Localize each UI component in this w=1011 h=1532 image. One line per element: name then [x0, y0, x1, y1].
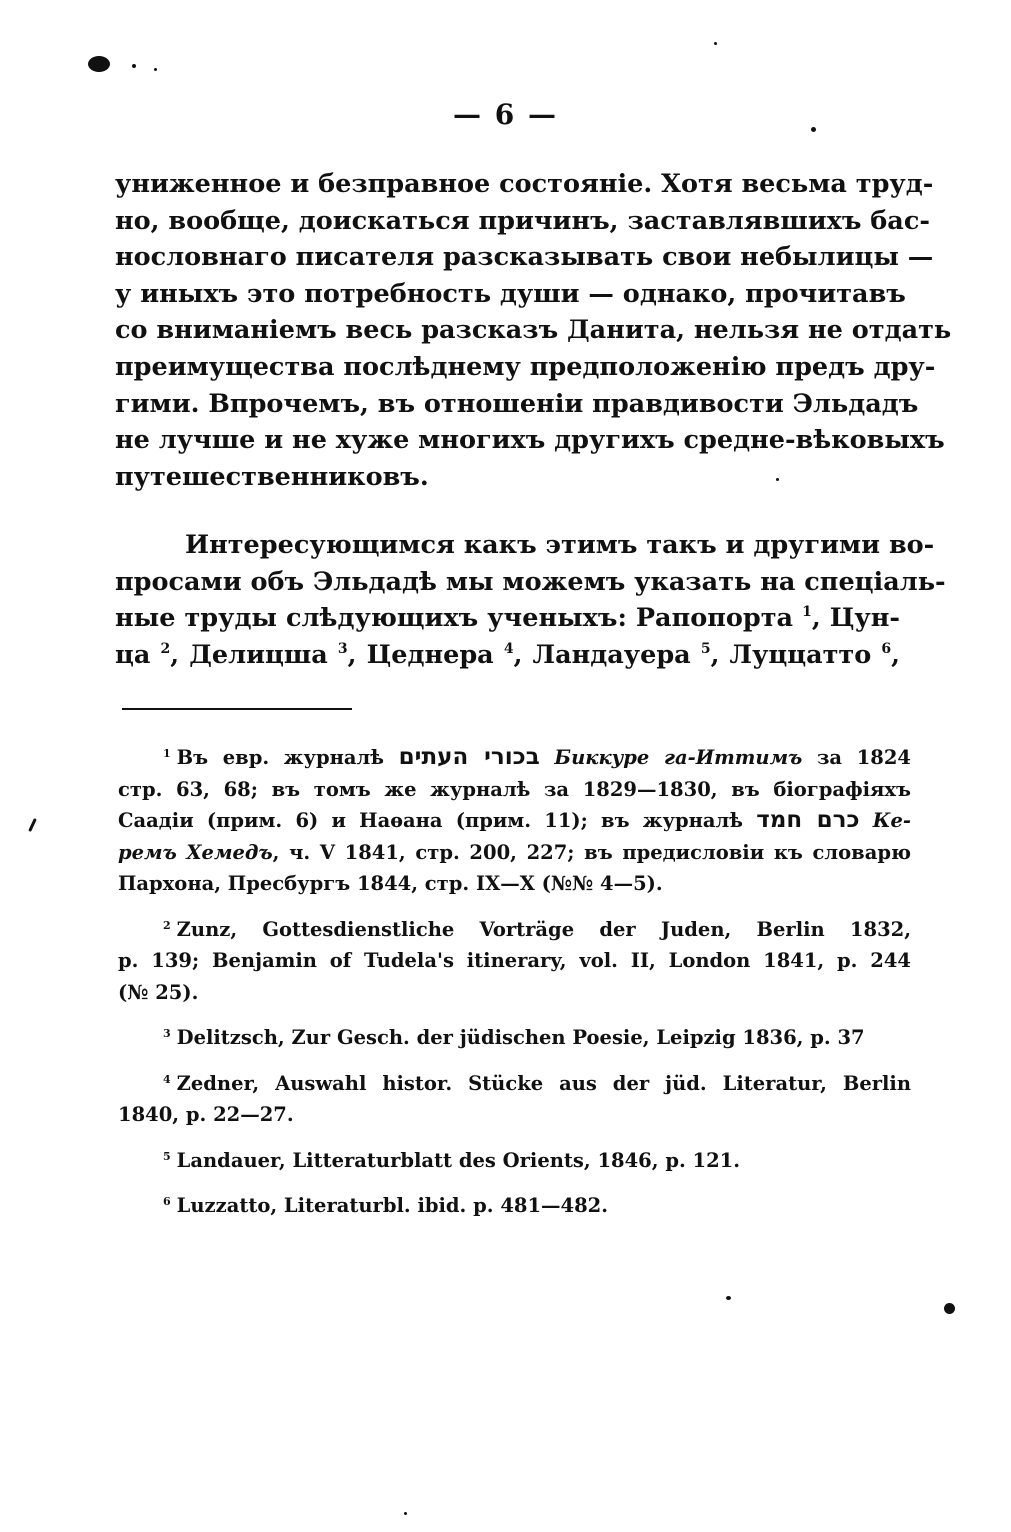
text-line	[115, 637, 900, 674]
footnote-6	[118, 1190, 911, 1222]
page-number: — 6 —	[453, 98, 558, 131]
footnote-ref[interactable]: 2	[160, 640, 171, 657]
footnote-5	[118, 1145, 911, 1177]
footnote-line	[118, 1022, 911, 1054]
footnote-mark: 3	[163, 1027, 171, 1040]
text-span: ,	[891, 639, 900, 670]
text-span: Zedner, Auswahl histor. Stücke aus der jüd. Literatur, Berlin	[176, 1071, 911, 1095]
text-span: Delitzsch, Zur Gesch. der jüdischen Poesie, Leipzig 1836, p. 37	[176, 1026, 865, 1049]
scan-speck	[404, 1512, 407, 1515]
scan-speck	[154, 68, 157, 71]
footnote-mark: 2	[163, 918, 171, 932]
text-span: , Цун-	[811, 603, 900, 634]
scan-speck	[28, 818, 37, 832]
footnote-ref[interactable]: 4	[503, 640, 514, 657]
text-span: ные труды слѣдующихъ ученыхъ: Рапопорта	[115, 603, 803, 634]
text-line: но, вообще, доискаться причинъ, заставлявшихъ бас-	[115, 205, 930, 236]
text-span: , Делицша	[170, 639, 338, 670]
italic-title: Ке-	[859, 809, 912, 832]
text-span: Въ евр. журналѣ	[176, 746, 399, 769]
footnote-line	[118, 1145, 911, 1177]
footnote-4	[118, 1068, 911, 1131]
scan-speck	[88, 56, 110, 72]
text-span: Zunz, Gottesdienstliche Vorträge der Juden, Berlin 1832,	[176, 917, 911, 941]
footnote-3	[118, 1022, 911, 1054]
footnote-line	[118, 805, 911, 837]
hebrew-title: כרם חמד	[756, 807, 860, 833]
text-span: Саадiи (прим. 6) и Наѳана (прим. 11); въ журналѣ	[118, 809, 757, 832]
text-span: , ч. V 1841, стр. 200, 227; въ предисловiи къ словарю	[272, 840, 911, 864]
text-line: путешественниковъ.	[115, 461, 429, 492]
footnote-line: p. 139; Benjamin of Tudela's itinerary, vol. II, London 1841, p. 244	[118, 949, 911, 972]
footnote-line	[118, 1190, 911, 1222]
text-line: Интересующимся какъ этимъ такъ и другими во-	[185, 530, 935, 560]
footnote-line: Пархона, Пресбургъ 1844, стр. IX—X (№№ 4—5).	[118, 872, 663, 895]
text-line: нословнаго писателя разсказывать свои небылицы —	[115, 242, 934, 273]
text-span: , Луццатто	[710, 639, 882, 670]
footnote-ref[interactable]: 6	[881, 640, 892, 657]
footnote-mark: 6	[163, 1195, 171, 1208]
footnote-line	[118, 914, 911, 946]
footnote-mark: 5	[163, 1149, 171, 1163]
text-span: Landauer, Litteraturblatt des Orients, 1846, p. 121.	[176, 1148, 741, 1172]
footnote-ref[interactable]: 5	[700, 640, 711, 657]
text-span: Luzzatto, Literaturbl. ibid. p. 481—482.	[176, 1194, 609, 1217]
footnote-line	[118, 742, 911, 774]
scan-speck	[132, 64, 136, 68]
scan-speck	[811, 127, 816, 132]
text-line: униженное и безправное состоянiе. Хотя весьма труд-	[115, 169, 934, 199]
text-span: , Цеднера	[347, 639, 504, 670]
footnote-mark: 1	[163, 747, 171, 760]
footnote-line: (№ 25).	[118, 980, 199, 1004]
scan-speck	[726, 1296, 731, 1300]
footnote-ref[interactable]: 3	[337, 640, 348, 657]
footnote-divider	[122, 708, 352, 710]
italic-title: Биккуре га-Иттимъ	[539, 746, 803, 769]
paragraph-1	[115, 166, 952, 495]
italic-title: ремъ Хемедъ	[118, 840, 273, 864]
paragraph-2	[115, 527, 946, 673]
text-line: преимущества послѣднему предположенiю предъ дру-	[115, 351, 936, 382]
text-line: со вниманiемъ весь разсказъ Данита, нельзя не отдать	[115, 315, 952, 346]
footnote-line	[118, 837, 911, 869]
text-line: у иныхъ это потребность души — однако, прочитавъ	[115, 278, 906, 309]
footnote-1	[118, 742, 911, 900]
text-line	[115, 600, 900, 637]
footnote-line: стр. 63, 68; въ томъ же журналѣ за 1829—1830, въ бiографiяхъ	[118, 777, 911, 801]
footnotes	[118, 742, 911, 1236]
text-span: за 1824	[802, 746, 911, 769]
footnote-line: 1840, p. 22—27.	[118, 1103, 294, 1126]
footnote-line	[118, 1068, 911, 1100]
text-line: не лучше и не хуже многихъ другихъ средне-вѣковыхъ	[115, 425, 945, 456]
footnote-2	[118, 914, 911, 1009]
scan-speck	[776, 478, 779, 481]
hebrew-title: בכורי העתים	[398, 744, 540, 770]
footnote-mark: 4	[163, 1072, 171, 1086]
text-line: просами объ Эльдадѣ мы можемъ указать на спецiаль-	[115, 566, 946, 597]
footnote-ref[interactable]: 1	[802, 604, 812, 621]
text-span: , Ландауера	[513, 639, 701, 670]
text-line: гими. Впрочемъ, въ отношенiи правдивости Эльдадъ	[115, 388, 919, 419]
scan-speck	[944, 1303, 955, 1314]
scan-speck	[714, 42, 717, 45]
text-span: ца	[115, 639, 161, 670]
